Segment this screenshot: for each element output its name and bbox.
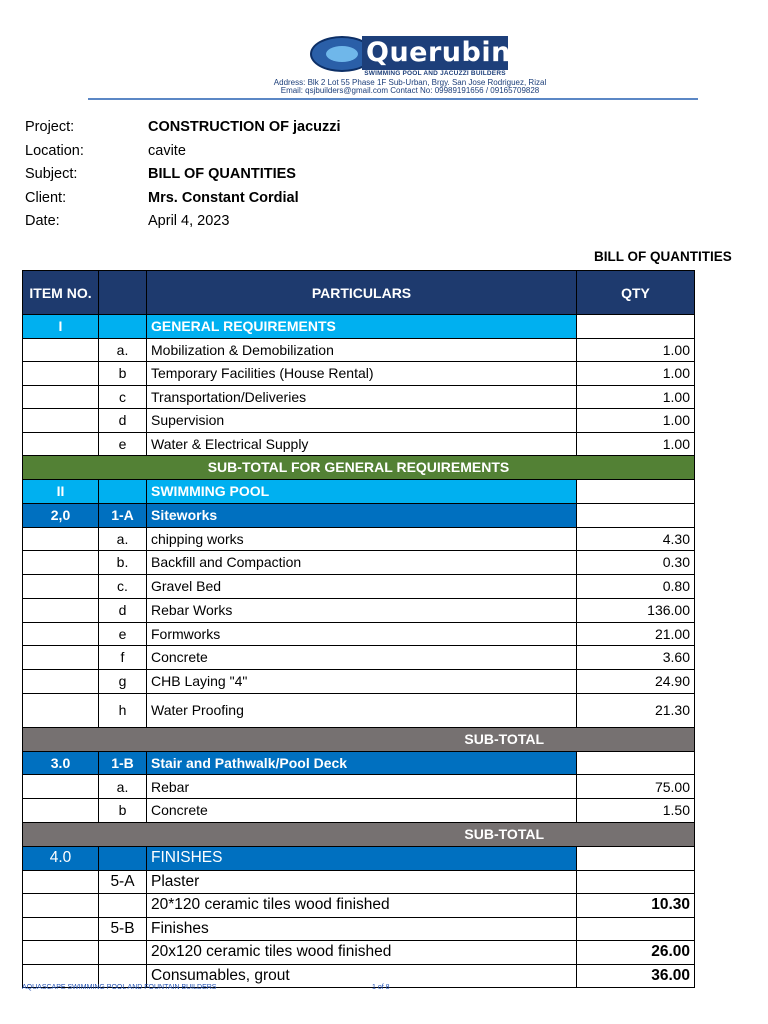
table-row [23, 385, 695, 409]
item-no: I [23, 315, 99, 339]
sub-item: e [99, 622, 147, 646]
header-divider [88, 98, 698, 100]
table-row [23, 775, 695, 799]
item-no [23, 775, 99, 799]
location-label: Location: [25, 142, 84, 159]
sub-item: g [99, 669, 147, 693]
client-value: Mrs. Constant Cordial [148, 189, 299, 206]
bill-of-quantities-table [22, 270, 695, 988]
table-row [23, 338, 695, 362]
particulars: CHB Laying "4" [147, 669, 577, 693]
item-no [23, 917, 99, 941]
sub-item [99, 479, 147, 503]
particulars: GENERAL REQUIREMENTS [147, 315, 577, 339]
table-row [23, 315, 695, 339]
date-value: April 4, 2023 [148, 213, 230, 229]
qty: 26.00 [577, 941, 695, 965]
particulars: Temporary Facilities (House Rental) [147, 362, 577, 386]
sub-item: e [99, 432, 147, 456]
table-row [23, 693, 695, 727]
item-no [23, 385, 99, 409]
qty: 21.30 [577, 693, 695, 727]
qty: 1.50 [577, 799, 695, 823]
qty: 1.00 [577, 362, 695, 386]
sub-item: d [99, 409, 147, 433]
table-row [23, 917, 695, 941]
sub-item: a. [99, 338, 147, 362]
qty: 1.00 [577, 338, 695, 362]
logo-text: Querubin [362, 36, 508, 70]
sub-item: b [99, 799, 147, 823]
item-no [23, 799, 99, 823]
subtotal-row [23, 727, 695, 751]
table-row [23, 503, 695, 527]
particulars: Water Proofing [147, 693, 577, 727]
sub-item: c. [99, 574, 147, 598]
particulars: Gravel Bed [147, 574, 577, 598]
particulars: Supervision [147, 409, 577, 433]
item-no: II [23, 479, 99, 503]
table-row [23, 646, 695, 670]
table-header-row [23, 271, 695, 315]
qty: 24.90 [577, 669, 695, 693]
subtotal-label: SUB-TOTAL [23, 822, 695, 846]
particulars: Consumables, grout [147, 964, 577, 988]
client-label: Client: [25, 189, 67, 206]
qty: 0.30 [577, 551, 695, 575]
item-no: 4.0 [23, 846, 99, 870]
particulars: SWIMMING POOL [147, 479, 577, 503]
particulars: Concrete [147, 799, 577, 823]
particulars: FINISHES [147, 846, 577, 870]
qty [577, 917, 695, 941]
table-row [23, 669, 695, 693]
qty: 36.00 [577, 964, 695, 988]
qty: 4.30 [577, 527, 695, 551]
item-no [23, 646, 99, 670]
item-no: 2,0 [23, 503, 99, 527]
item-no [23, 622, 99, 646]
table-row [23, 362, 695, 386]
particulars: 20x120 ceramic tiles wood finished [147, 941, 577, 965]
sub-item: f [99, 646, 147, 670]
particulars: Backfill and Compaction [147, 551, 577, 575]
subtotal-label: SUB-TOTAL [23, 727, 695, 751]
particulars: chipping works [147, 527, 577, 551]
subject-label: Subject: [25, 166, 78, 182]
sub-item: a. [99, 527, 147, 551]
company-address: Address: Blk 2 Lot 55 Phase 1F Sub-Urban, Brgy. San Jose Rodriguez, Rizal [273, 78, 547, 87]
item-no [23, 894, 99, 918]
sub-item: 5-B [99, 917, 147, 941]
item-no [23, 362, 99, 386]
table-row [23, 551, 695, 575]
table-row [23, 751, 695, 775]
project-label: Project: [25, 119, 75, 135]
particulars: Plaster [147, 870, 577, 894]
table-row [23, 622, 695, 646]
table-row [23, 432, 695, 456]
particulars: Transportation/Deliveries [147, 385, 577, 409]
qty: 136.00 [577, 598, 695, 622]
qty [577, 315, 695, 339]
footer-company: AQUASCAPE SWIMMING POOL AND FOUNTAIN BUILDERS [22, 984, 217, 991]
item-no: 3.0 [23, 751, 99, 775]
table-row [23, 479, 695, 503]
particulars: Finishes [147, 917, 577, 941]
boq-title: BILL OF QUANTITIES [594, 249, 732, 264]
qty [577, 503, 695, 527]
sub-item: c [99, 385, 147, 409]
col-header-item-no: ITEM NO. [23, 271, 99, 315]
subject-value: BILL OF QUANTITIES [148, 166, 296, 182]
table-row [23, 799, 695, 823]
sub-item: a. [99, 775, 147, 799]
qty [577, 479, 695, 503]
particulars: Siteworks [147, 503, 577, 527]
subtotal-row [23, 456, 695, 480]
project-value: CONSTRUCTION OF jacuzzi [148, 119, 341, 135]
sub-item: b. [99, 551, 147, 575]
footer-page-number: 1 of 8 [372, 984, 390, 991]
sub-item: b [99, 362, 147, 386]
item-no [23, 598, 99, 622]
particulars: Water & Electrical Supply [147, 432, 577, 456]
sub-item [99, 846, 147, 870]
table-row [23, 527, 695, 551]
table-row [23, 409, 695, 433]
qty: 1.00 [577, 432, 695, 456]
item-no [23, 338, 99, 362]
table-row [23, 894, 695, 918]
sub-item: 1-B [99, 751, 147, 775]
sub-item [99, 941, 147, 965]
sub-item: 1-A [99, 503, 147, 527]
item-no [23, 693, 99, 727]
item-no [23, 527, 99, 551]
date-label: Date: [25, 213, 60, 229]
col-header-qty: QTY [577, 271, 695, 315]
table-row [23, 870, 695, 894]
particulars: Formworks [147, 622, 577, 646]
qty: 1.00 [577, 385, 695, 409]
item-no [23, 941, 99, 965]
item-no [23, 432, 99, 456]
qty: 1.00 [577, 409, 695, 433]
particulars: 20*120 ceramic tiles wood finished [147, 894, 577, 918]
col-header-sub [99, 271, 147, 315]
company-logo [310, 36, 510, 76]
sub-item [99, 894, 147, 918]
table-row [23, 846, 695, 870]
qty: 75.00 [577, 775, 695, 799]
item-no [23, 409, 99, 433]
item-no [23, 669, 99, 693]
particulars: Rebar Works [147, 598, 577, 622]
qty: 10.30 [577, 894, 695, 918]
particulars: Rebar [147, 775, 577, 799]
qty [577, 846, 695, 870]
item-no [23, 574, 99, 598]
table-row [23, 598, 695, 622]
particulars: Concrete [147, 646, 577, 670]
qty: 21.00 [577, 622, 695, 646]
qty [577, 870, 695, 894]
item-no [23, 870, 99, 894]
company-contact: Email: qsjbuilders@gmail.com Contact No: 09989191656 / 09165709828 [280, 86, 540, 95]
sub-item: h [99, 693, 147, 727]
table-row [23, 574, 695, 598]
logo-subtitle: SWIMMING POOL AND JACUZZI BUILDERS [364, 70, 506, 77]
item-no [23, 551, 99, 575]
subtotal-label: SUB-TOTAL FOR GENERAL REQUIREMENTS [23, 456, 695, 480]
subtotal-row [23, 822, 695, 846]
particulars: Stair and Pathwalk/Pool Deck [147, 751, 577, 775]
particulars: Mobilization & Demobilization [147, 338, 577, 362]
qty: 3.60 [577, 646, 695, 670]
col-header-particulars: PARTICULARS [147, 271, 577, 315]
table-row [23, 941, 695, 965]
sub-item: 5-A [99, 870, 147, 894]
sub-item: d [99, 598, 147, 622]
sub-item [99, 315, 147, 339]
qty [577, 751, 695, 775]
qty: 0.80 [577, 574, 695, 598]
location-value: cavite [148, 142, 186, 159]
